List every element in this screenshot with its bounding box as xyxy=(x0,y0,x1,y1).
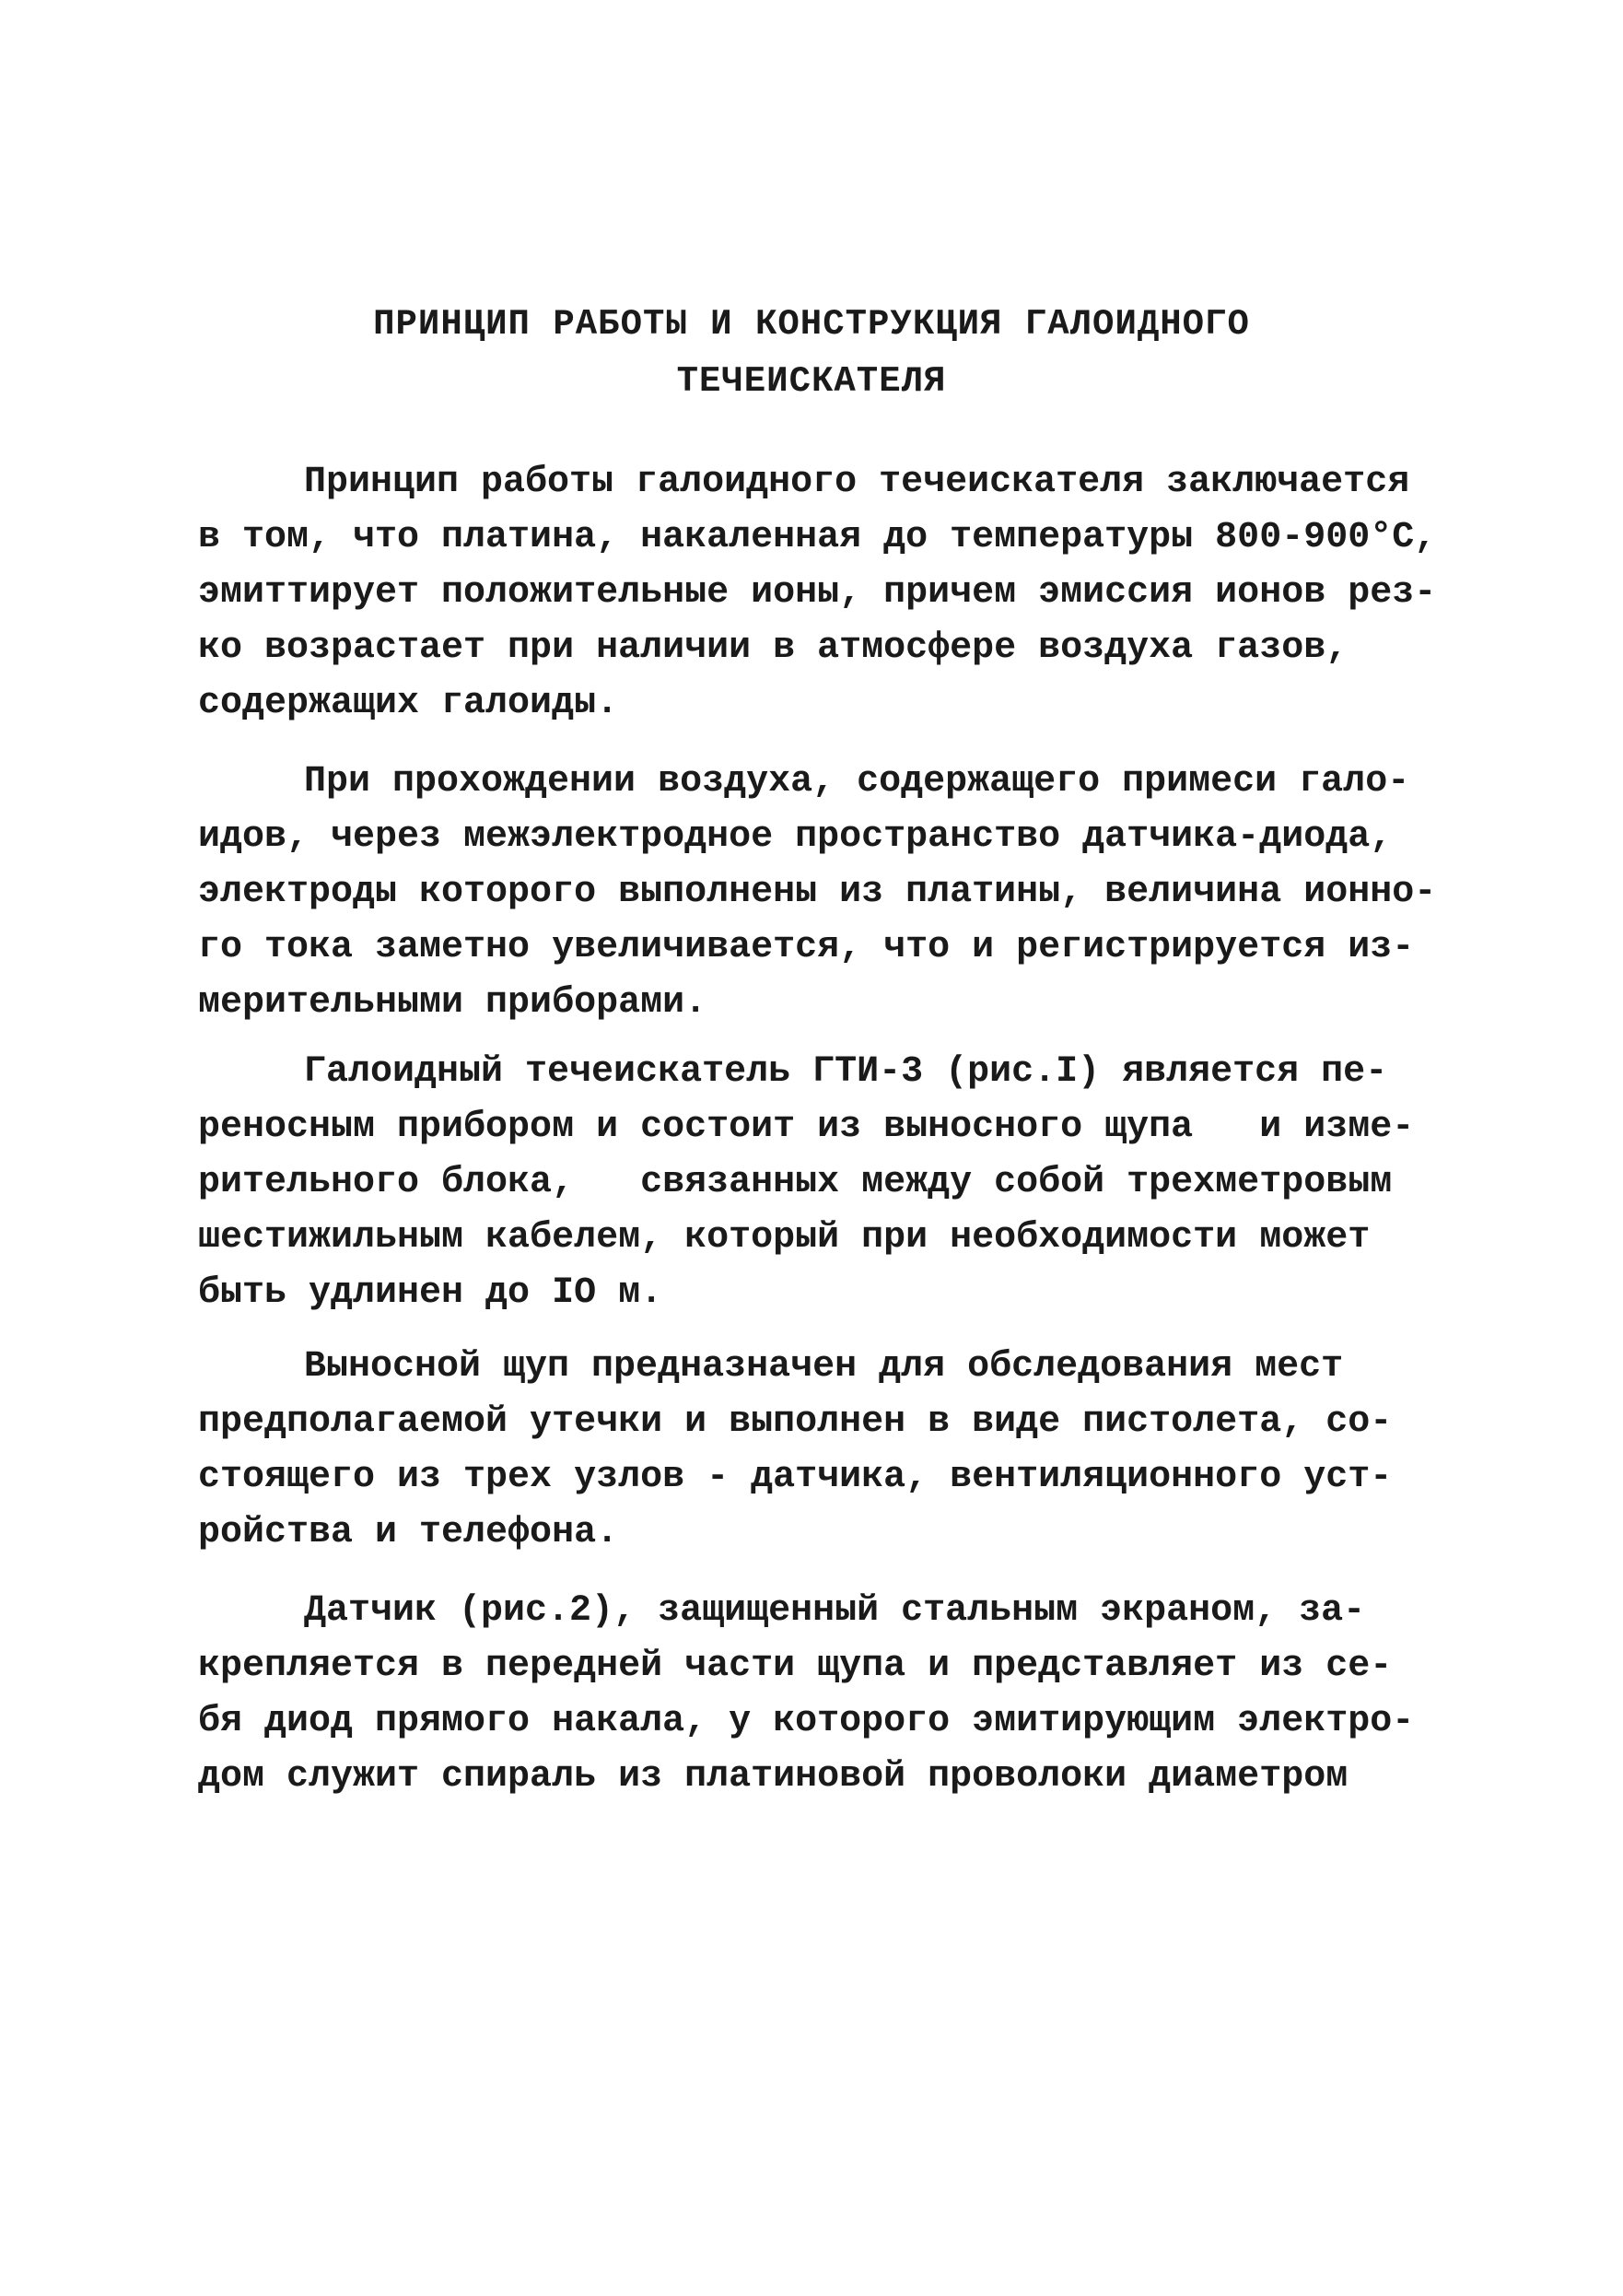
paragraph-1-line-3: эмиттирует положительные ионы, причем эмиссия ионов рез- xyxy=(198,572,1437,614)
document-title-line-2: ТЕЧЕИСКАТЕЛЯ xyxy=(676,361,947,402)
paragraph-3-line-4: шестижильным кабелем, который при необходимости может xyxy=(198,1217,1371,1259)
paragraph-2-line-4: го тока заметно увеличивается, что и регистрируется из- xyxy=(198,927,1415,968)
paragraph-5-line-4: дом служит спираль из платиновой проволоки диаметром xyxy=(198,1756,1349,1798)
paragraph-4-line-1: Выносной щуп предназначен для обследования мест xyxy=(304,1346,1344,1388)
paragraph-1-line-1: Принцип работы галоидного течеискателя заключается xyxy=(304,462,1410,503)
paragraph-5-line-1: Датчик (рис.2), защищенный стальным экраном, за- xyxy=(304,1590,1366,1632)
document-title-line-1: ПРИНЦИП РАБОТЫ И КОНСТРУКЦИЯ ГАЛОИДНОГО xyxy=(373,304,1250,345)
paragraph-5-line-3: бя диод прямого накала, у которого эмитирующим электро- xyxy=(198,1701,1415,1742)
paragraph-1-line-4: ко возрастает при наличии в атмосфере воздуха газов, xyxy=(198,627,1349,669)
paragraph-3-line-1: Галоидный течеискатель ГТИ-3 (рис.I) является пе- xyxy=(304,1051,1388,1093)
paragraph-4-line-2: предполагаемой утечки и выполнен в виде пистолета, со- xyxy=(198,1401,1393,1443)
paragraph-2-line-1: При прохождении воздуха, содержащего примеси гало- xyxy=(304,761,1410,802)
paragraph-1-line-5: содержащих галоиды. xyxy=(198,683,619,724)
paragraph-5-line-2: крепляется в передней части щупа и представляет из се- xyxy=(198,1646,1393,1687)
paragraph-3-line-5: быть удлинен до IO м. xyxy=(198,1272,663,1314)
paragraph-2-line-5: мерительными приборами. xyxy=(198,982,707,1024)
paragraph-2-line-3: электроды которого выполнены из платины, величина ионно- xyxy=(198,872,1437,913)
paragraph-4-line-4: ройства и телефона. xyxy=(198,1512,619,1553)
paragraph-2-line-2: идов, через межэлектродное пространство датчика-диода, xyxy=(198,816,1393,858)
paragraph-1-line-2: в том, что платина, накаленная до температуры 800-900°С, xyxy=(198,517,1437,558)
paragraph-4-line-3: стоящего из трех узлов - датчика, вентиляционного уст- xyxy=(198,1457,1393,1498)
paragraph-3-line-2: реносным прибором и состоит из выносного щупа и изме- xyxy=(198,1107,1415,1148)
paragraph-3-line-3: рительного блока, связанных между собой трехметровым xyxy=(198,1162,1393,1203)
